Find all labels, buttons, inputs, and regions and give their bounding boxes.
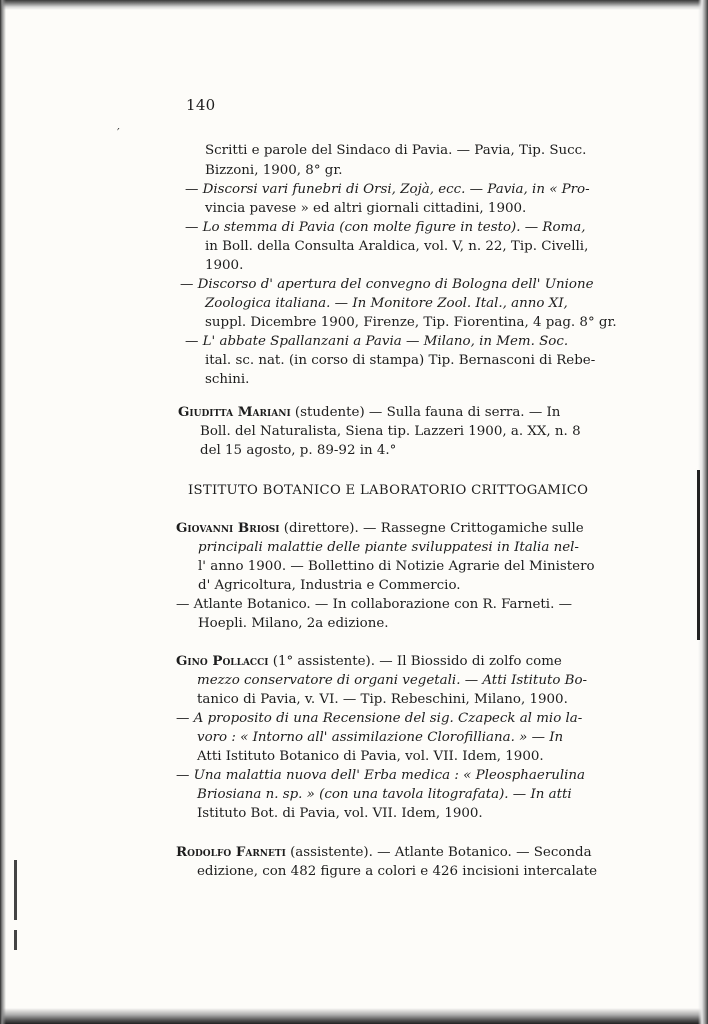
entry-line: ital. sc. nat. (in corso di stampa) Tip. Bernasconi di Rebe- [205,353,596,368]
scan-edge-top [0,0,708,10]
author-name: Giovanni Briosi [176,520,280,536]
scan-edge-left [0,0,6,1024]
entry-line: d' Agricoltura, Industria e Commercio. [198,578,461,593]
entry-line: l' anno 1900. — Bollettino di Notizie Agrarie del Ministero [198,559,595,574]
entry-line: vincia pavese » ed altri giornali cittadini, 1900. [205,201,527,216]
entry-line: tanico di Pavia, v. VI. — Tip. Rebeschini, Milano, 1900. [197,692,568,707]
entry-line: — Atlante Botanico. — In collaborazione con R. Farneti. — [176,597,572,612]
entry-first-line [176,655,562,668]
entry-line: Boll. del Naturalista, Siena tip. Lazzeri 1900, a. XX, n. 8 [200,424,581,439]
entry-line: Scritti e parole del Sindaco di Pavia. — Pavia, Tip. Succ. [205,143,587,158]
entry-line: — Discorso d' apertura del convegno di Bologna dell' Unione [180,277,594,292]
entry-line: Atti Istituto Botanico di Pavia, vol. VII. Idem, 1900. [197,749,544,764]
entry-line: Hoepli. Milano, 2a edizione. [198,616,389,631]
page-number: 140 [186,96,216,114]
scan-speck [14,860,17,920]
entry-line: — A proposito di una Recensione del sig. Czapeck al mio la- [176,711,583,726]
author-name: Gino Pollacci [176,653,269,669]
entry-line: 1900. [205,258,244,273]
entry-line: (studente) — Sulla fauna di serra. — In [294,405,561,420]
entry-first-line [176,522,584,535]
scan-mark: ′ [117,126,120,140]
entry-line: (direttore). — Rassegne Crittogamiche sulle [283,521,584,536]
entry-line: principali malattie delle piante sviluppatesi in Italia nel- [198,540,579,555]
entry-line: voro : « Intorno all' assimilazione Clorofilliana. » — In [197,730,564,745]
scan-edge-bottom [0,1008,708,1024]
scan-speck [14,930,17,950]
entry-line: — L' abbate Spallanzani a Pavia — Milano, in Mem. Soc. [185,334,569,349]
entry-first-line [176,846,592,859]
entry-line: schini. [205,372,250,387]
entry-line: Bizzoni, 1900, 8° gr. [205,163,343,178]
author-name: Rodolfo Farneti [176,844,286,860]
entry-line: — Una malattia nuova dell' Erba medica : « Pleosphaerulina [176,768,586,783]
entry-line: edizione, con 482 figure a colori e 426 incisioni intercalate [197,864,598,879]
author-name: Giuditta Mariani [178,404,291,420]
section-heading: ISTITUTO BOTANICO E LABORATORIO CRITTOGAMICO [188,483,589,498]
scan-binding-shadow [697,470,700,640]
entry-line: Zoologica italiana. — In Monitore Zool. Ital., anno XI, [205,296,568,311]
entry-line: mezzo conservatore di organi vegetali. — Atti Istituto Bo- [197,673,588,688]
entry-line: — Lo stemma di Pavia (con molte figure in testo). — Roma, [185,220,586,235]
entry-line: Briosiana n. sp. » (con una tavola litografata). — In atti [197,787,572,802]
entry-line: (1° assistente). — Il Biossido di zolfo come [272,654,562,669]
entry-first-line [178,406,560,419]
entry-line: suppl. Dicembre 1900, Firenze, Tip. Fiorentina, 4 pag. 8° gr. [205,315,617,330]
entry-line: in Boll. della Consulta Araldica, vol. V, n. 22, Tip. Civelli, [205,239,589,254]
entry-line: del 15 agosto, p. 89-92 in 4.° [200,443,397,458]
entry-line: (assistente). — Atlante Botanico. — Seconda [290,845,592,860]
entry-line: — Discorsi vari funebri di Orsi, Zojà, ecc. — Pavia, in « Pro- [185,182,590,197]
entry-line: Istituto Bot. di Pavia, vol. VII. Idem, 1900. [197,806,483,821]
